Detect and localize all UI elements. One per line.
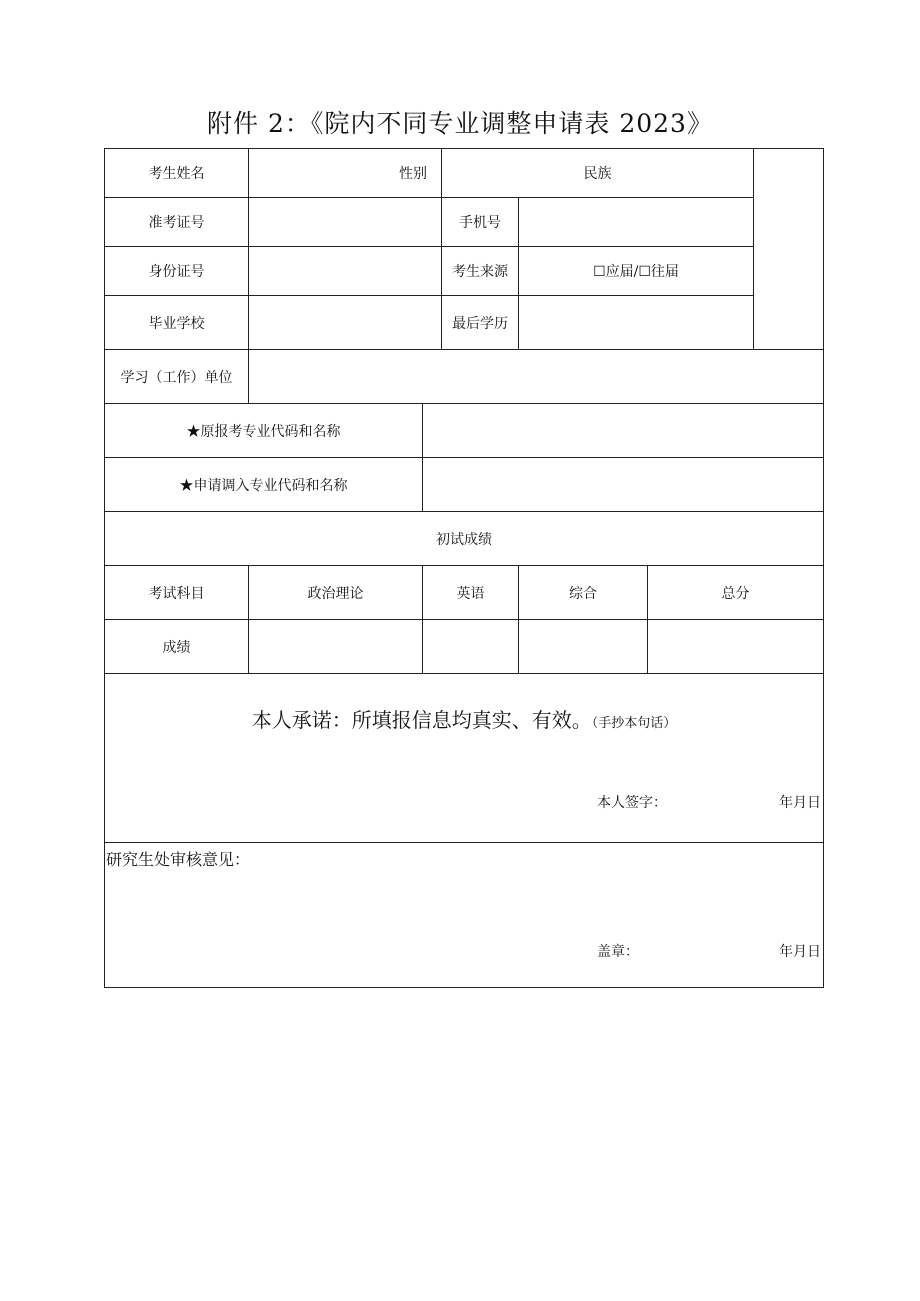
subject-comprehensive: 综合 xyxy=(519,566,648,620)
review-label: 研究生处审核意见： xyxy=(106,850,251,869)
exam-id-field[interactable] xyxy=(249,198,442,247)
phone-label: 手机号 xyxy=(442,198,519,247)
target-major-field[interactable] xyxy=(423,458,824,512)
subject-total: 总分 xyxy=(648,566,824,620)
exam-id-label: 准考证号 xyxy=(105,198,249,247)
name-field[interactable] xyxy=(249,149,442,198)
ethnicity-cell[interactable] xyxy=(442,149,754,198)
gender-label: 性别 xyxy=(399,166,428,182)
pledge-date-label: 年月日 xyxy=(779,795,822,811)
review-cell[interactable] xyxy=(105,843,824,988)
seal-label: 盖章： xyxy=(597,944,639,960)
page-title: 附件 2：《院内不同专业调整申请表 2023》 xyxy=(207,109,713,138)
id-number-field[interactable] xyxy=(249,247,442,296)
target-major-label: ★申请调入专业代码和名称 xyxy=(105,458,423,512)
row-name xyxy=(105,149,824,198)
pledge-statement xyxy=(105,704,823,733)
name-label: 考生姓名 xyxy=(105,149,249,198)
row-score-title xyxy=(105,512,824,566)
education-field[interactable] xyxy=(519,296,754,350)
review-date-label: 年月日 xyxy=(779,944,822,960)
row-work-unit xyxy=(105,350,824,404)
pledge-note: （手抄本句话） xyxy=(591,716,677,731)
source-options[interactable]: ☐应届/☐往届 xyxy=(519,247,754,296)
score-english-field[interactable] xyxy=(423,620,519,674)
phone-field[interactable] xyxy=(519,198,754,247)
score-total-field[interactable] xyxy=(648,620,824,674)
work-unit-field[interactable] xyxy=(249,350,824,404)
photo-box[interactable] xyxy=(754,149,824,350)
source-label: 考生来源 xyxy=(442,247,519,296)
original-major-field[interactable] xyxy=(423,404,824,458)
subject-politics: 政治理论 xyxy=(249,566,423,620)
pledge-cell[interactable] xyxy=(105,674,824,843)
score-section-title: 初试成绩 xyxy=(105,512,824,566)
original-major-label: ★原报考专业代码和名称 xyxy=(105,404,423,458)
row-exam-id xyxy=(105,198,824,247)
pledge-text: 本人承诺：所填报信息均真实、有效。 xyxy=(251,708,592,732)
subject-header: 考试科目 xyxy=(105,566,249,620)
row-school xyxy=(105,296,824,350)
work-unit-label: 学习（工作）单位 xyxy=(105,350,249,404)
application-form xyxy=(104,148,824,988)
row-score-header xyxy=(105,566,824,620)
row-original-major xyxy=(105,404,824,458)
id-number-label: 身份证号 xyxy=(105,247,249,296)
row-pledge xyxy=(105,674,824,843)
education-label: 最后学历 xyxy=(442,296,519,350)
ethnicity-label: 民族 xyxy=(583,166,612,182)
signature-label: 本人签字： xyxy=(597,795,667,811)
row-review xyxy=(105,843,824,988)
row-target-major xyxy=(105,458,824,512)
score-row-label: 成绩 xyxy=(105,620,249,674)
school-field[interactable] xyxy=(249,296,442,350)
row-id-number xyxy=(105,247,824,296)
subject-english: 英语 xyxy=(423,566,519,620)
row-score-values xyxy=(105,620,824,674)
school-label: 毕业学校 xyxy=(105,296,249,350)
score-politics-field[interactable] xyxy=(249,620,423,674)
score-comprehensive-field[interactable] xyxy=(519,620,648,674)
